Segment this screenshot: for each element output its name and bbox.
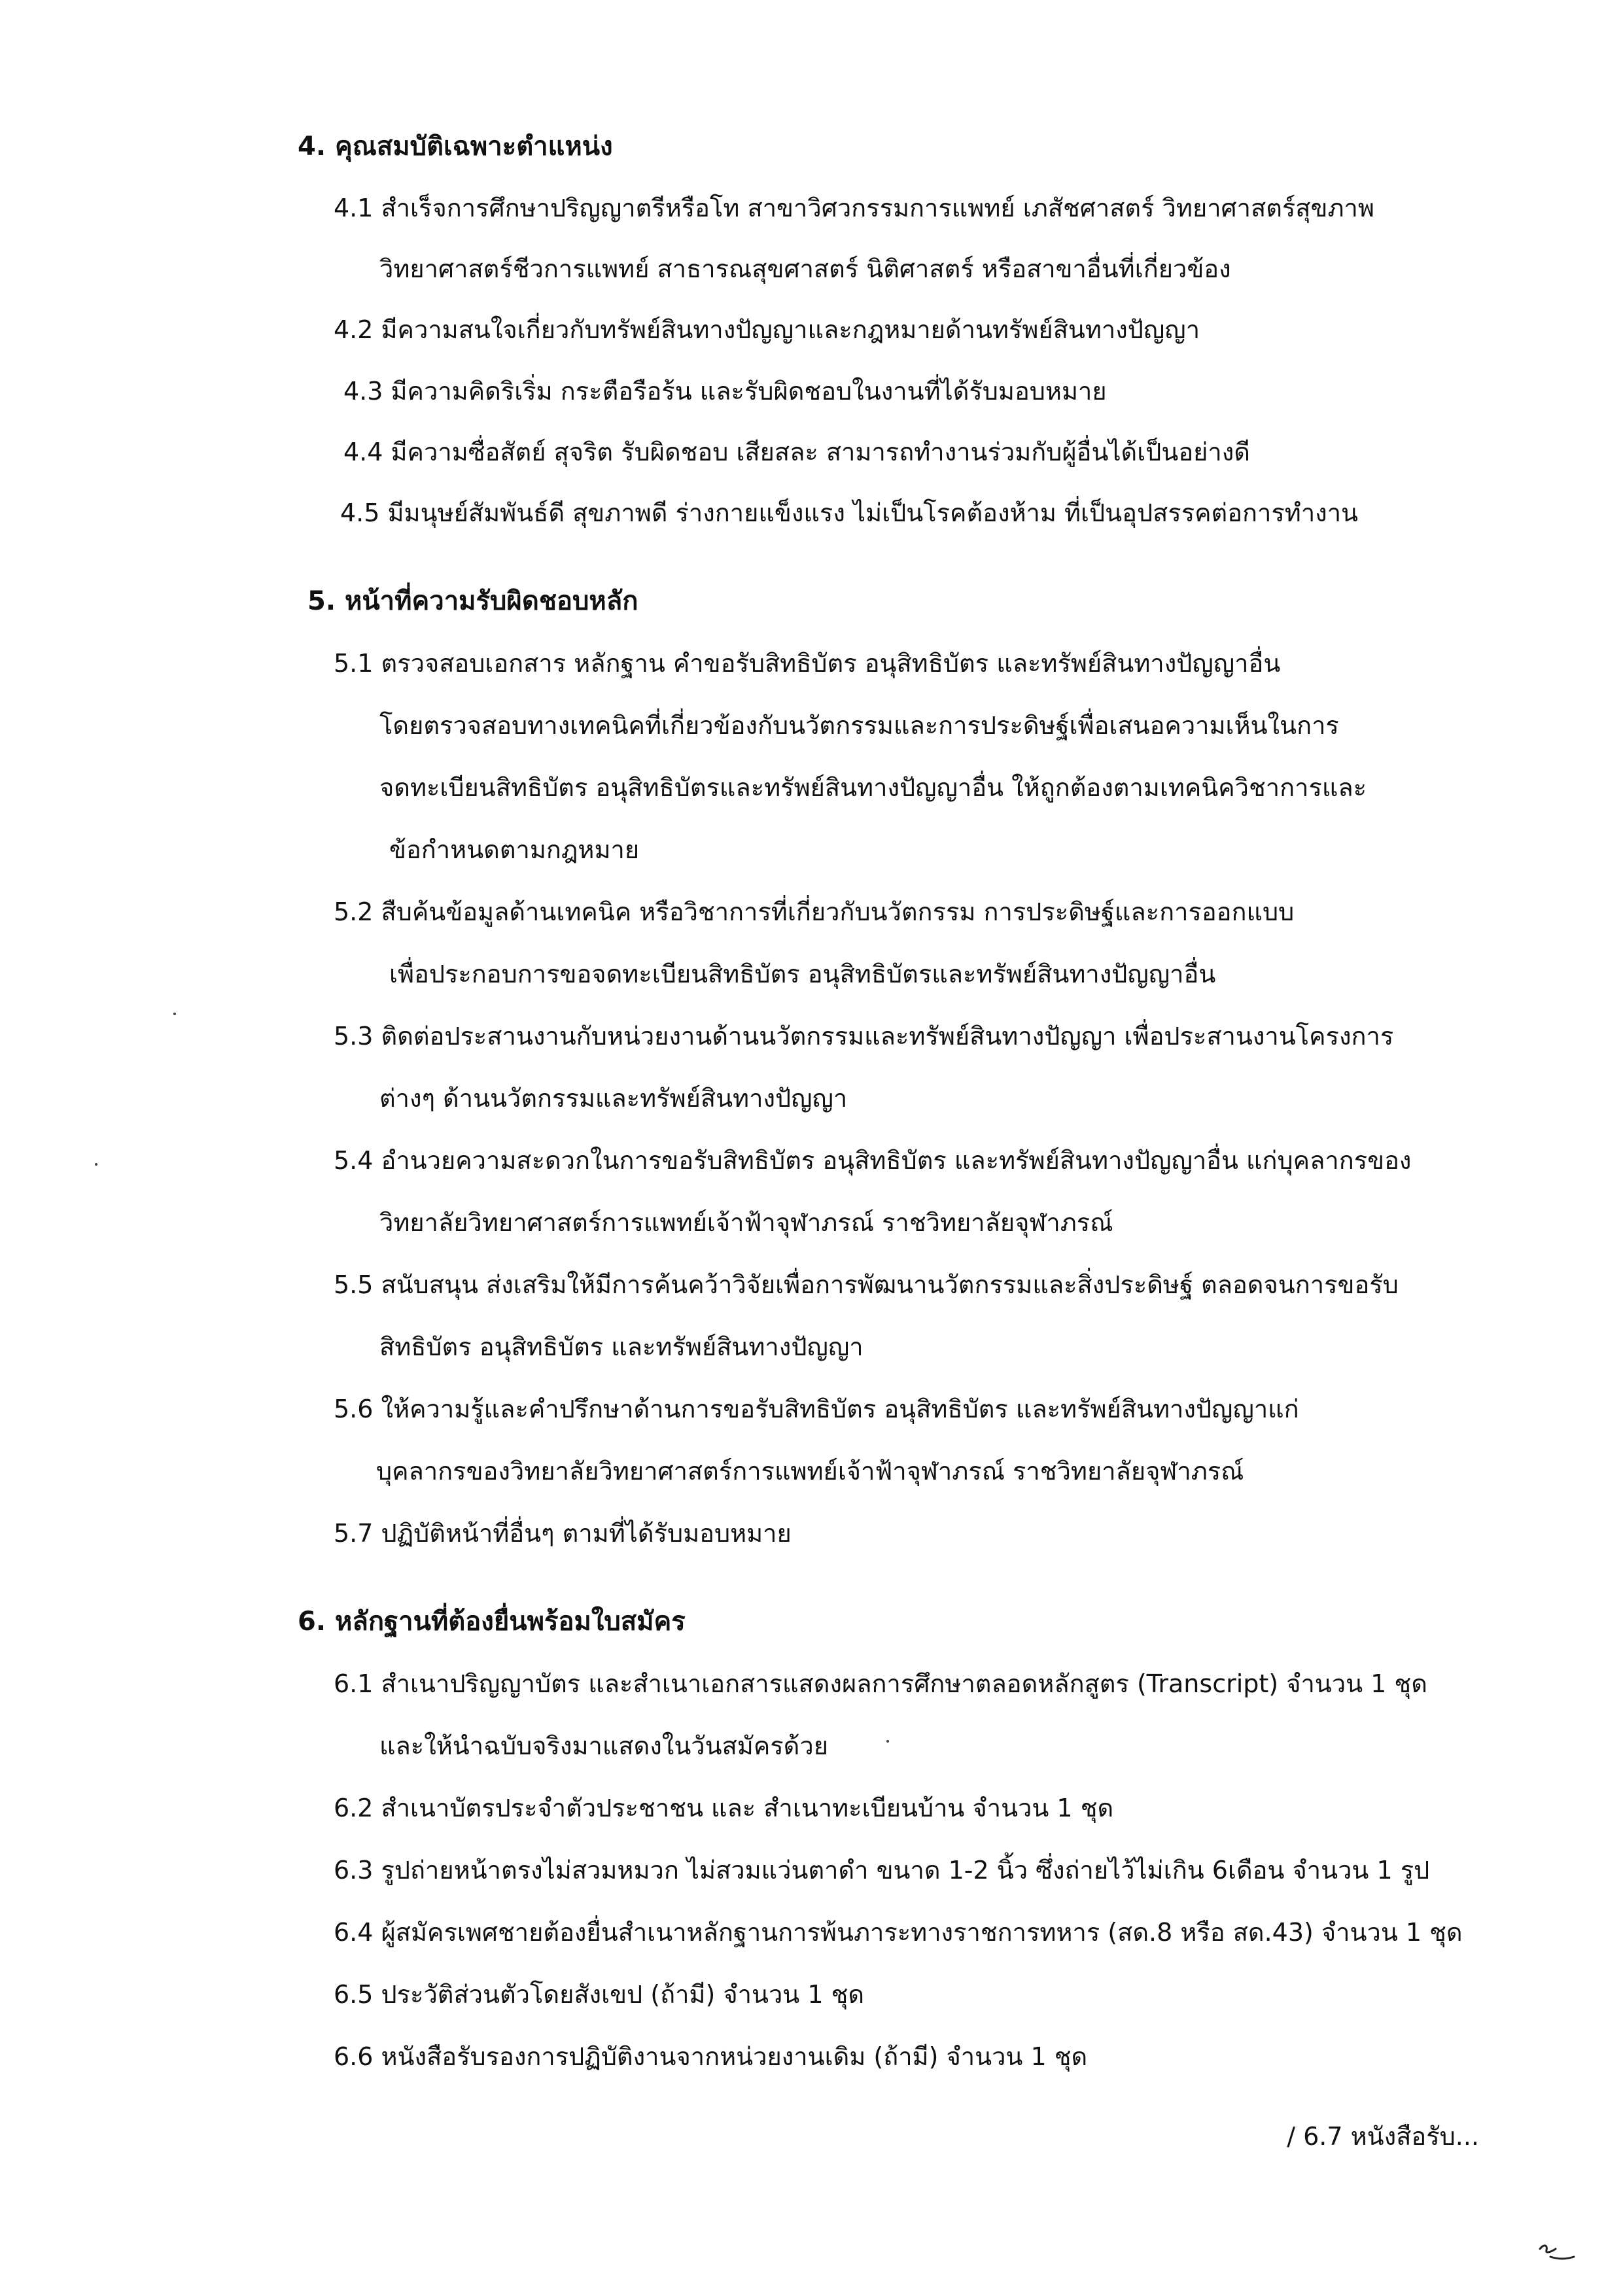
item-5-3-line-1: 5.3 ติดต่อประสานงานกับหน่วยงานด้านนวัตกรรมและทรัพย์สินทางปัญญา เพื่อประสานงานโครงการ xyxy=(334,1022,1394,1051)
item-5-5-line-2: สิทธิบัตร อนุสิทธิบัตร และทรัพย์สินทางปัญญา xyxy=(379,1332,864,1361)
item-5-2-line-2: เพื่อประกอบการขอจดทะเบียนสิทธิบัตร อนุสิทธิบัตรและทรัพย์สินทางปัญญาอื่น xyxy=(389,960,1216,988)
section-heading-6: 6. หลักฐานที่ต้องยื่นพร้อมใบสมัคร xyxy=(298,1607,686,1637)
scan-speck xyxy=(886,1740,889,1743)
item-5-4-line-2: วิทยาลัยวิทยาศาสตร์การแพทย์เจ้าฟ้าจุฬาภรณ์ ราชวิทยาลัยจุฬาภรณ์ xyxy=(379,1208,1113,1237)
item-4-2: 4.2 มีความสนใจเกี่ยวกับทรัพย์สินทางปัญญาและกฎหมายด้านทรัพย์สินทางปัญญา xyxy=(334,315,1200,344)
item-6-2: 6.2 สำเนาบัตรประจำตัวประชาชน และ สำเนาทะเบียนบ้าน จำนวน 1 ชุด xyxy=(334,1794,1114,1822)
item-4-4: 4.4 มีความซื่อสัตย์ สุจริต รับผิดชอบ เสียสละ สามารถทำงานร่วมกับผู้อื่นได้เป็นอย่างดี xyxy=(343,438,1250,466)
scan-speck xyxy=(95,1163,97,1166)
item-6-1-line-1: 6.1 สำเนาปริญญาบัตร และสำเนาเอกสารแสดงผลการศึกษาตลอดหลักสูตร (Transcript) จำนวน 1 ชุด xyxy=(334,1669,1427,1698)
item-5-6-line-1: 5.6 ให้ความรู้และคำปรึกษาด้านการขอรับสิทธิบัตร อนุสิทธิบัตร และทรัพย์สินทางปัญญาแก่ xyxy=(334,1395,1299,1423)
item-6-4: 6.4 ผู้สมัครเพศชายต้องยื่นสำเนาหลักฐานการพ้นภาระทางราชการทหาร (สด.8 หรือ สด.43) จำนวน 1 ชุด xyxy=(334,1918,1463,1947)
item-6-1-line-2: และให้นำฉบับจริงมาแสดงในวันสมัครด้วย xyxy=(379,1731,828,1760)
section-heading-5: 5. หน้าที่ความรับผิดชอบหลัก xyxy=(307,586,638,616)
item-5-1-line-4: ข้อกำหนดตามกฎหมาย xyxy=(389,835,640,864)
item-5-7: 5.7 ปฏิบัติหน้าที่อื่นๆ ตามที่ได้รับมอบหมาย xyxy=(334,1519,792,1548)
item-4-1-line-1: 4.1 สำเร็จการศึกษาปริญญาตรีหรือโท สาขาวิศวกรรมการแพทย์ เภสัชศาสตร์ วิทยาศาสตร์สุขภาพ xyxy=(334,194,1374,222)
item-5-5-line-1: 5.5 สนับสนุน ส่งเสริมให้มีการค้นคว้าวิจัยเพื่อการพัฒนานวัตกรรมและสิ่งประดิษฐ์ ตลอดจนการขอรับ xyxy=(334,1270,1399,1299)
item-4-1-line-2: วิทยาศาสตร์ชีวการแพทย์ สาธารณสุขศาสตร์ นิติศาสตร์ หรือสาขาอื่นที่เกี่ยวข้อง xyxy=(379,254,1231,283)
item-5-4-line-1: 5.4 อำนวยความสะดวกในการขอรับสิทธิบัตร อนุสิทธิบัตร และทรัพย์สินทางปัญญาอื่น แก่บุคลากรของ xyxy=(334,1146,1412,1175)
item-5-6-line-2: บุคลากรของวิทยาลัยวิทยาศาสตร์การแพทย์เจ้าฟ้าจุฬาภรณ์ ราชวิทยาลัยจุฬาภรณ์ xyxy=(376,1457,1244,1486)
item-6-3: 6.3 รูปถ่ายหน้าตรงไม่สวมหมวก ไม่สวมแว่นตาดำ ขนาด 1-2 นิ้ว ซึ่งถ่ายไว้ไม่เกิน 6เดือน จำนวน 1 รูป xyxy=(334,1856,1430,1885)
item-5-1-line-1: 5.1 ตรวจสอบเอกสาร หลักฐาน คำขอรับสิทธิบัตร อนุสิทธิบัตร และทรัพย์สินทางปัญญาอื่น xyxy=(334,649,1281,678)
item-5-3-line-2: ต่างๆ ด้านนวัตกรรมและทรัพย์สินทางปัญญา xyxy=(379,1084,848,1113)
next-page-indicator: / 6.7 หนังสือรับ... xyxy=(1287,2122,1479,2151)
item-4-3: 4.3 มีความคิดริเริ่ม กระตือรือร้น และรับผิดชอบในงานที่ได้รับมอบหมาย xyxy=(343,377,1107,406)
item-6-6: 6.6 หนังสือรับรองการปฏิบัติงานจากหน่วยงานเดิม (ถ้ามี) จำนวน 1 ชุด xyxy=(334,2042,1088,2071)
item-6-5: 6.5 ประวัติส่วนตัวโดยสังเขป (ถ้ามี) จำนวน 1 ชุด xyxy=(334,1980,865,2009)
item-5-1-line-3: จดทะเบียนสิทธิบัตร อนุสิทธิบัตรและทรัพย์สินทางปัญญาอื่น ให้ถูกต้องตามเทคนิควิชาการและ xyxy=(379,773,1367,802)
section-heading-4: 4. คุณสมบัติเฉพาะตำแหน่ง xyxy=(298,131,613,162)
item-5-1-line-2: โดยตรวจสอบทางเทคนิคที่เกี่ยวข้องกับนวัตกรรมและการประดิษฐ์เพื่อเสนอความเห็นในการ xyxy=(379,711,1339,740)
scan-speck xyxy=(173,1013,176,1015)
item-4-5: 4.5 มีมนุษย์สัมพันธ์ดี สุขภาพดี ร่างกายแข็งแรง ไม่เป็นโรคต้องห้าม ที่เป็นอุปสรรคต่อการทำงาน xyxy=(340,498,1359,527)
handwritten-initial-mark xyxy=(1537,2237,1577,2263)
item-5-2-line-1: 5.2 สืบค้นข้อมูลด้านเทคนิค หรือวิชาการที่เกี่ยวกับนวัตกรรม การประดิษฐ์และการออกแบบ xyxy=(334,897,1295,926)
